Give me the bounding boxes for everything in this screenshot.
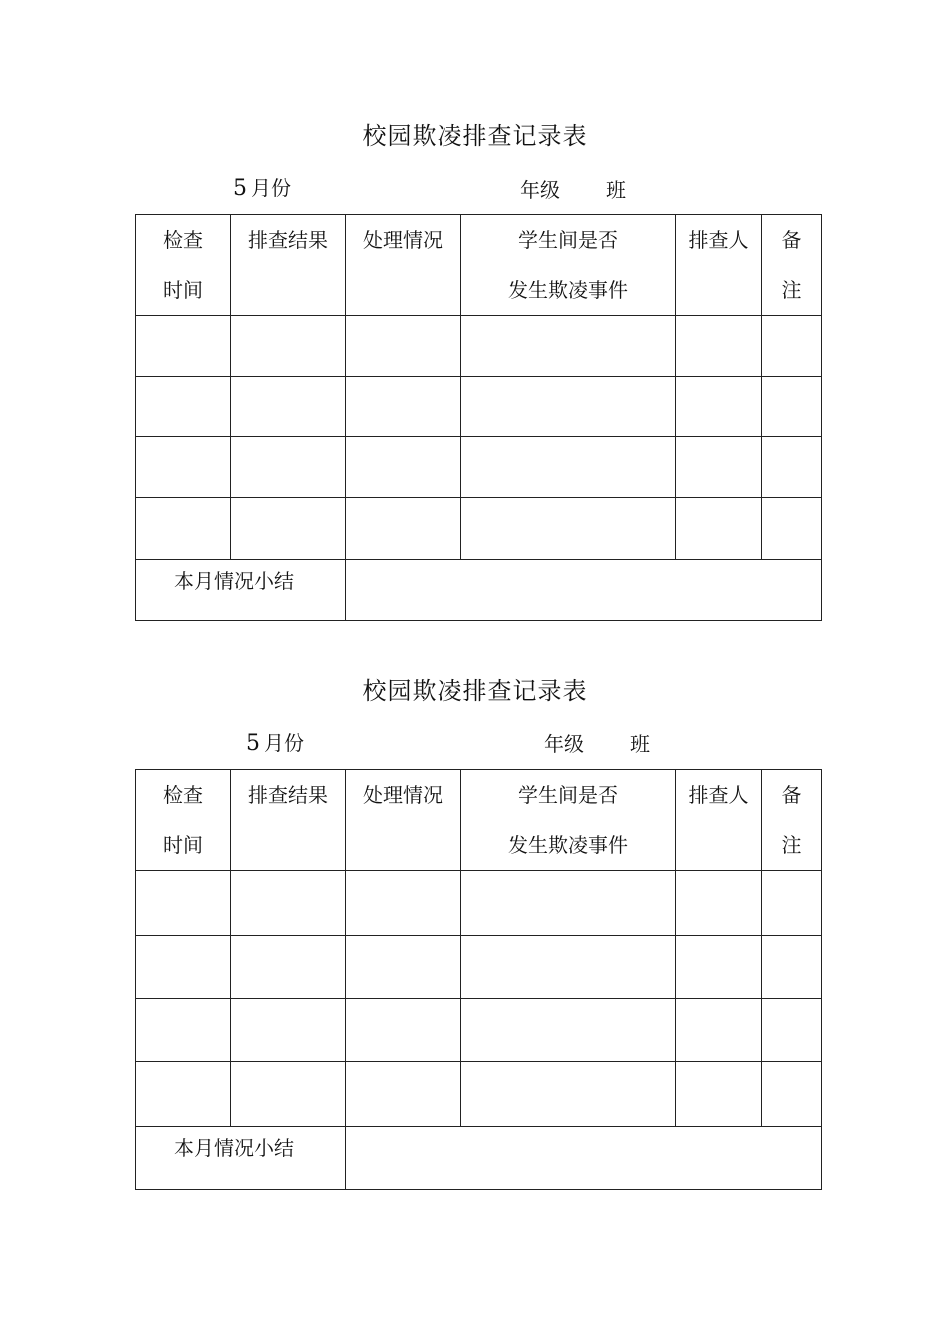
cell-result[interactable] xyxy=(231,871,346,936)
header-check-time: 检查 时间 xyxy=(136,215,231,316)
header-row xyxy=(136,770,822,871)
summary-label: 本月情况小结 xyxy=(136,560,346,621)
cell-inspector[interactable] xyxy=(676,999,762,1062)
cell-result[interactable] xyxy=(231,1062,346,1127)
cell-remarks[interactable] xyxy=(762,498,822,560)
cell-result[interactable] xyxy=(231,316,346,377)
cell-handling[interactable] xyxy=(346,1062,461,1127)
cell-bullying-occurred[interactable] xyxy=(461,377,676,437)
summary-field[interactable] xyxy=(346,1127,822,1190)
cell-check-time[interactable] xyxy=(136,1062,231,1127)
grade-class-field xyxy=(520,174,626,203)
cell-result[interactable] xyxy=(231,377,346,437)
summary-row xyxy=(136,1127,822,1190)
header-result: 排查结果 xyxy=(231,215,346,316)
month-field xyxy=(233,172,291,201)
month-label: 月份 xyxy=(264,731,304,755)
cell-result[interactable] xyxy=(231,498,346,560)
cell-remarks[interactable] xyxy=(762,936,822,999)
month-field xyxy=(246,727,304,756)
grade-label: 年级 xyxy=(520,178,560,202)
summary-row xyxy=(136,560,822,621)
table-row xyxy=(136,871,822,936)
cell-inspector[interactable] xyxy=(676,936,762,999)
cell-handling[interactable] xyxy=(346,999,461,1062)
cell-bullying-occurred[interactable] xyxy=(461,1062,676,1127)
cell-remarks[interactable] xyxy=(762,377,822,437)
cell-result[interactable] xyxy=(231,437,346,498)
cell-remarks[interactable] xyxy=(762,999,822,1062)
cell-bullying-occurred[interactable] xyxy=(461,498,676,560)
cell-handling[interactable] xyxy=(346,437,461,498)
cell-handling[interactable] xyxy=(346,871,461,936)
summary-label: 本月情况小结 xyxy=(136,1127,346,1190)
header-remarks: 备 注 xyxy=(762,770,822,871)
cell-inspector[interactable] xyxy=(676,1062,762,1127)
table-row xyxy=(136,437,822,498)
grade-label: 年级 xyxy=(544,732,584,756)
form-title: 校园欺凌排查记录表 xyxy=(362,122,588,150)
record-table xyxy=(135,769,822,1190)
cell-check-time[interactable] xyxy=(136,377,231,437)
cell-remarks[interactable] xyxy=(762,316,822,377)
header-result: 排查结果 xyxy=(231,770,346,871)
cell-inspector[interactable] xyxy=(676,437,762,498)
table-row xyxy=(136,1062,822,1127)
table-row xyxy=(136,377,822,437)
month-number: 5 xyxy=(246,731,260,756)
class-label: 班 xyxy=(630,732,650,756)
cell-check-time[interactable] xyxy=(136,999,231,1062)
table-row xyxy=(136,498,822,560)
cell-inspector[interactable] xyxy=(676,871,762,936)
header-handling: 处理情况 xyxy=(346,215,461,316)
cell-check-time[interactable] xyxy=(136,936,231,999)
header-row xyxy=(136,215,822,316)
cell-handling[interactable] xyxy=(346,377,461,437)
cell-bullying-occurred[interactable] xyxy=(461,999,676,1062)
cell-remarks[interactable] xyxy=(762,437,822,498)
cell-result[interactable] xyxy=(231,999,346,1062)
header-bullying-occurred: 学生间是否 发生欺凌事件 xyxy=(461,215,676,316)
cell-bullying-occurred[interactable] xyxy=(461,871,676,936)
record-table xyxy=(135,214,822,621)
table-row xyxy=(136,999,822,1062)
header-remarks: 备 注 xyxy=(762,215,822,316)
header-inspector: 排查人 xyxy=(676,215,762,316)
header-handling: 处理情况 xyxy=(346,770,461,871)
form-title: 校园欺凌排查记录表 xyxy=(362,677,588,705)
cell-check-time[interactable] xyxy=(136,871,231,936)
class-label: 班 xyxy=(606,178,626,202)
cell-handling[interactable] xyxy=(346,936,461,999)
cell-check-time[interactable] xyxy=(136,316,231,377)
grade-class-field xyxy=(544,728,650,757)
cell-inspector[interactable] xyxy=(676,498,762,560)
header-inspector: 排查人 xyxy=(676,770,762,871)
month-label: 月份 xyxy=(251,176,291,200)
cell-inspector[interactable] xyxy=(676,377,762,437)
month-number: 5 xyxy=(233,176,247,201)
cell-check-time[interactable] xyxy=(136,498,231,560)
header-check-time: 检查 时间 xyxy=(136,770,231,871)
cell-check-time[interactable] xyxy=(136,437,231,498)
cell-bullying-occurred[interactable] xyxy=(461,437,676,498)
cell-handling[interactable] xyxy=(346,498,461,560)
cell-inspector[interactable] xyxy=(676,316,762,377)
cell-remarks[interactable] xyxy=(762,1062,822,1127)
table-row xyxy=(136,936,822,999)
cell-result[interactable] xyxy=(231,936,346,999)
cell-bullying-occurred[interactable] xyxy=(461,316,676,377)
summary-field[interactable] xyxy=(346,560,822,621)
cell-handling[interactable] xyxy=(346,316,461,377)
table-row xyxy=(136,316,822,377)
cell-bullying-occurred[interactable] xyxy=(461,936,676,999)
header-bullying-occurred: 学生间是否 发生欺凌事件 xyxy=(461,770,676,871)
cell-remarks[interactable] xyxy=(762,871,822,936)
